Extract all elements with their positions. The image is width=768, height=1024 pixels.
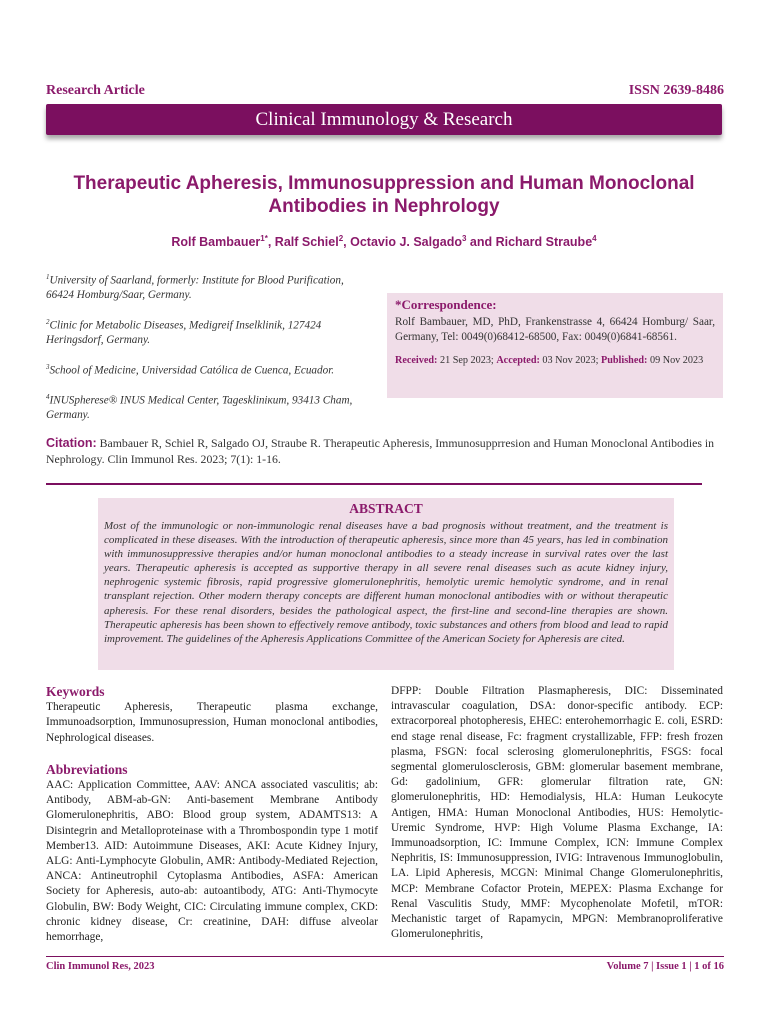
affiliations (46, 270, 366, 435)
paper-title: Therapeutic Apheresis, Immunosuppression and Human Monoclonal Antibodies in Nephrology (73, 173, 695, 217)
journal-banner (46, 104, 722, 135)
author-name: Ralf Schiel (274, 235, 339, 250)
affiliation-sup: 1 (46, 273, 50, 281)
abbreviations-heading: Abbreviations (46, 761, 128, 777)
author-sup: 2 (338, 234, 344, 243)
issn: ISSN 2639-8486 (628, 83, 724, 98)
abbreviations-text-continued: DFPP: Double Filtration Plasmapheresis, DIC: Disseminated intravascular coagulation, DSA: donor-specific antibody. ECP: extracorporeal photopheresis, EHEC: enterohemorrhagic E. coli, ESRD: end stage renal disease, Fc: fragment crystallizable, FFP: fresh frozen plasma, FSGN: focal sclerosing glomerulonephritis, FSGS: focal segmental glomerulosclerosis, GBM: glomerular basement membrane, Gd: gadolinium, GFR: glomerular filtration rate, GN: glomerulonephritis, HD: Hemodialysis, HLA: Human Leukocyte Antigen, HMA: Human Monoclonal Antibodies, HUS: Hemolytic-Uremic Syndrome, HVP: High Volume Plasma Exchange, IA: Immunoadsorption, IC: Immune Complex, ICN: Immune Complex Nephritis, IS: Immunosuppression, IVIG: Intravenous Immunoglobulin, LA. Lipid Apheresis, MCGN: Minimal Change Glomerulonephritis, MCP: Membrane Cofactor Protein, MEPEX: Plasma Exchange for Renal Vasculitis Study, MMF: Mycophenolate Mofetil, mTOR: Mechanistic target of Rapamycin, MPGN: Membranoproliferative Glomerulonephritis, (391, 685, 723, 941)
accepted-date: 03 Nov 2023; (542, 355, 599, 366)
footer-journal: Clin Immunol Res, 2023 (46, 961, 155, 972)
author-name: Octavio J. Salgado (350, 235, 462, 250)
footer-divider (46, 956, 724, 957)
affiliation-text: Clinic for Metabolic Diseases, Medigreif Inselklinik, 127424 Heringsdorf, Germany. (46, 319, 322, 346)
citation (46, 435, 722, 467)
accepted-label: Accepted: (496, 355, 540, 366)
abstract-text: Most of the immunologic or non-immunologic renal diseases have a bad prognosis without treatment, and the treatment is complicated in these diseases. With the introduction of therapeutic apheresis, since more than 45 years, has led in combination with immunosuppressive therapies and/or human monoclonal antibodies to a steady increase in survival rates over the last years. Therapeutic apheresis is accepted as supportive therapy in all severe renal diseases such as acute kidney injury, nephrogenic systemic fibrosis, rapid progressive glomerulonephritis, hemolytic uremic hemolytic syndrome, and in renal transplant rejection. Other modern therapy concepts are different human monoclonal antibodies with or without therapeutic apheresis. For these renal disorders, besides the pathological aspect, the first-line and second-line therapies are shown. Therapeutic apheresis has been shown to effectively remove antibody, toxic substances and others from blood and lead to rapid improvement. The guidelines of the Apheresis Applications Committee of the American Society for Apheresis are cited. (104, 520, 668, 645)
author-sep: , (267, 235, 275, 250)
author-and: and (466, 235, 496, 250)
divider (46, 483, 702, 485)
correspondence-box (387, 293, 723, 398)
page-footer (46, 961, 724, 972)
affiliation-sup: 3 (46, 362, 50, 371)
keywords-text: Therapeutic Apheresis, Therapeutic plasma exchange, Immunoadsorption, Immunosupression, Human monoclonal antibodies, Nephrological diseases. (46, 701, 378, 744)
affiliation (46, 270, 366, 302)
citation-text: Bambauer R, Schiel R, Salgado OJ, Straube R. Therapeutic Apheresis, Immunosupprresion and Human Monoclonal Antibodies in Nephrology. Clin Immunol Res. 2023; 7(1): 1-16. (46, 436, 715, 466)
author-sep: , (343, 235, 351, 250)
article-dates (395, 355, 715, 366)
affiliation-text: INUSpherese® INUS Medical Center, Tageskliniкum, 93413 Cham, Germany. (46, 394, 353, 422)
keywords-heading: Keywords (46, 684, 105, 699)
abbreviations-text: AAC: Application Committee, AAV: ANCA associated vasculitis; ab: Antibody, ABM-ab-GN: Anti-basement Membrane Antibody Glomerulonephritis, ABO: Blood group system, ADAMTS13: A Disintegrin and Metalloproteinase with a Thrombospondin type 1 motif Member13. AID: Autoimmune Diseases, AKI: Acute Kidney Injury, ALG: Anti-Lymphocyte Globulin, AMR: Antibody-Mediated Rejection, ANCA: Antineutrophil Cytoplasma Antibodies, ASFA: American Society for Apheresis, auto-ab: autoantibody, ATG: Anti-Thymocyte Globulin, BW: Body Weight, CIC: Circulating immune complex, CKD: chronic kidney disease, Cr: creatinine, DAH: diffuse alveolar hemorrhage, (46, 779, 378, 944)
correspondence-body: Rolf Bambauer, MD, PhD, Frankenstrasse 4, 66424 Homburg/ Saar, Germany, Tel: 0049(0)68412-68500, Fax: 0049(0)6841-68561. (395, 316, 715, 343)
affiliation-text: University of Saarland, formerly: Institute for Blood Purification, 66424 Homburg/Saar, Germany. (46, 274, 344, 302)
author-sup: 1* (260, 234, 268, 243)
author-sup: 3 (461, 234, 467, 243)
author-name: Rolf Bambauer (171, 235, 261, 250)
abstract-box (98, 498, 674, 670)
journal-name: Clinical Immunology & Research (255, 108, 513, 130)
left-column (46, 684, 378, 945)
affiliation (46, 390, 366, 422)
author-sup: 4 (592, 234, 597, 243)
author-list (46, 234, 722, 249)
citation-label: Citation: (46, 436, 97, 450)
affiliation-sup: 2 (46, 317, 50, 326)
affiliation (46, 315, 366, 347)
affiliation-text: School of Medicine, Universidad Católica de Cuenca, Ecuador. (49, 364, 335, 377)
received-date: 21 Sep 2023; (439, 355, 494, 366)
received-label: Received: (395, 355, 438, 366)
abstract-heading: ABSTRACT (349, 501, 423, 516)
affiliation (46, 360, 366, 378)
footer-page-info: Volume 7 | Issue 1 | 1 of 16 (606, 961, 724, 972)
article-type: Research Article (46, 83, 145, 98)
right-column (391, 684, 723, 942)
author-name: Richard Straube (495, 235, 593, 250)
correspondence-heading: *Correspondence: (395, 297, 497, 312)
published-date: 09 Nov 2023 (649, 355, 704, 366)
published-label: Published: (601, 355, 648, 366)
affiliation-sup: 4 (46, 393, 50, 402)
header-row (46, 83, 724, 101)
